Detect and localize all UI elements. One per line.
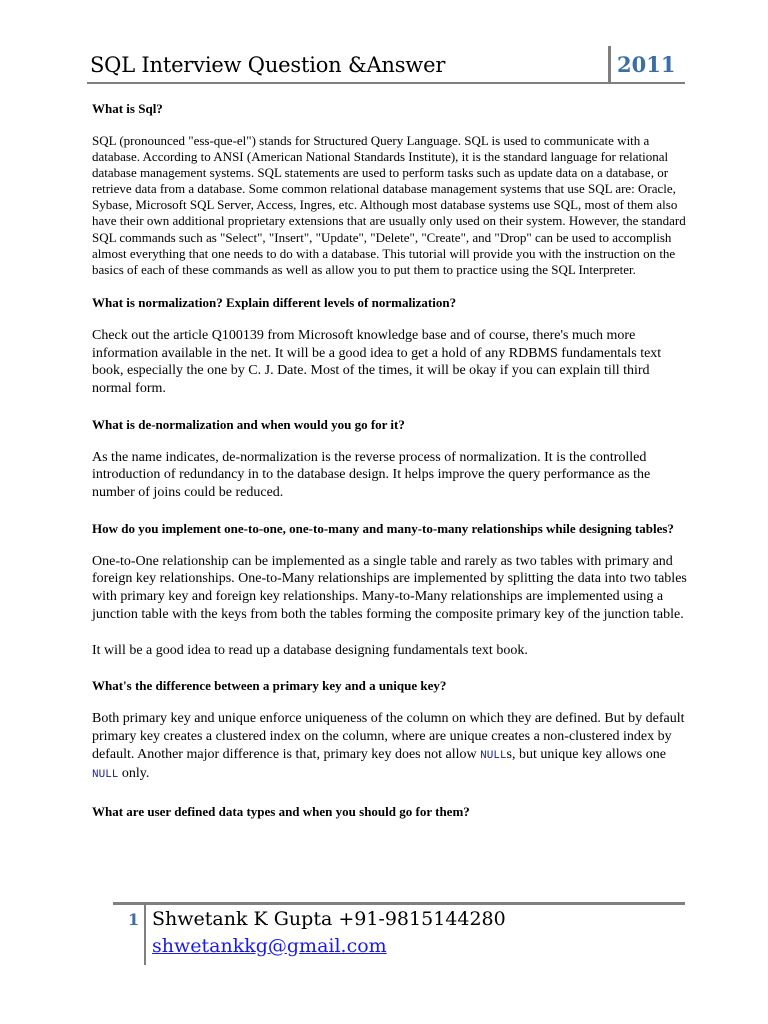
question-heading: What is normalization? Explain different levels of normalization? — [92, 294, 457, 310]
author-line: Shwetank K Gupta +91-9815144280 — [152, 908, 506, 930]
document-year: 2011 — [617, 52, 676, 77]
header-divider — [608, 46, 611, 84]
answer-paragraph — [92, 710, 688, 785]
answer-text: s, but unique key allows one — [506, 746, 666, 762]
answer-text: Both primary key and unique enforce uniqueness of the column on which they are defined. But by default primary key creates a clustered index on the column, where are unique creates a non-clustered index by default. Another major difference is that, primary key does not allow — [92, 711, 685, 762]
answer-paragraph: It will be a good idea to read up a database designing fundamentals text book. — [92, 642, 528, 658]
answer-paragraph: As the name indicates, de-normalization is the reverse process of normalization. It is the controlled introduction of redundancy in to the database design. It helps improve the query performance as the number of joins could be reduced. — [92, 449, 651, 501]
email-link[interactable]: shwetankkg@gmail.com — [152, 935, 387, 957]
document-body — [92, 100, 688, 836]
null-keyword: NULL — [92, 769, 119, 782]
header-rule — [87, 82, 685, 84]
question-heading: What is Sql? — [92, 101, 163, 116]
null-keyword: NULL — [480, 749, 507, 762]
answer-paragraph: Check out the article Q100139 from Microsoft knowledge base and of course, there's much more information available in the net. It will be a good idea to get a hold of any RDBMS fundamentals text book, especially the one by C. J. Date. Most of the times, it will be okay if you can explain till third normal form. — [92, 327, 662, 396]
answer-paragraph: SQL (pronounced "ess-que-el") stands for Structured Query Language. SQL is used to communicate with a database. According to ANSI (American National Standards Institute), it is the standard language for relational database management systems. SQL statements are used to perform tasks such as update data on a database, or retrieve data from a database. Some common relational database management systems that use SQL are: Oracle, Sybase, Microsoft SQL Server, Access, Ingres, etc. Although most database systems use SQL, most of them also have their own additional proprietary extensions that are usually only used on their system. However, the standard SQL commands such as "Select", "Insert", "Update", "Delete", "Create", and "Drop" can be used to accomplish almost everything that one needs to do with a database. This tutorial will provide you with the instruction on the basics of each of these commands as well as allow you to put them to practice using the SQL Interpreter. — [92, 133, 686, 277]
question-heading: What's the difference between a primary key and a unique key? — [92, 678, 447, 694]
question-heading: What is de-normalization and when would you go for it? — [92, 416, 405, 432]
answer-paragraph: One-to-One relationship can be implemented as a single table and rarely as two tables with primary and foreign key relationships. One-to-Many relationships are implemented by splitting the data into two tables with primary key and foreign key relationships. Many-to-Many relationships are implemented using a junction table with the keys from both the tables forming the composite primary key of the junction table. — [92, 553, 687, 622]
page-number: 1 — [128, 910, 140, 929]
footer-divider — [144, 905, 146, 965]
footer-rule — [113, 902, 685, 905]
document-title: SQL Interview Question &Answer — [90, 53, 446, 77]
answer-text: only. — [118, 766, 150, 782]
question-heading: How do you implement one-to-one, one-to-many and many-to-many relationships while designing tables? — [92, 520, 674, 536]
question-heading: What are user defined data types and when you should go for them? — [92, 804, 470, 820]
